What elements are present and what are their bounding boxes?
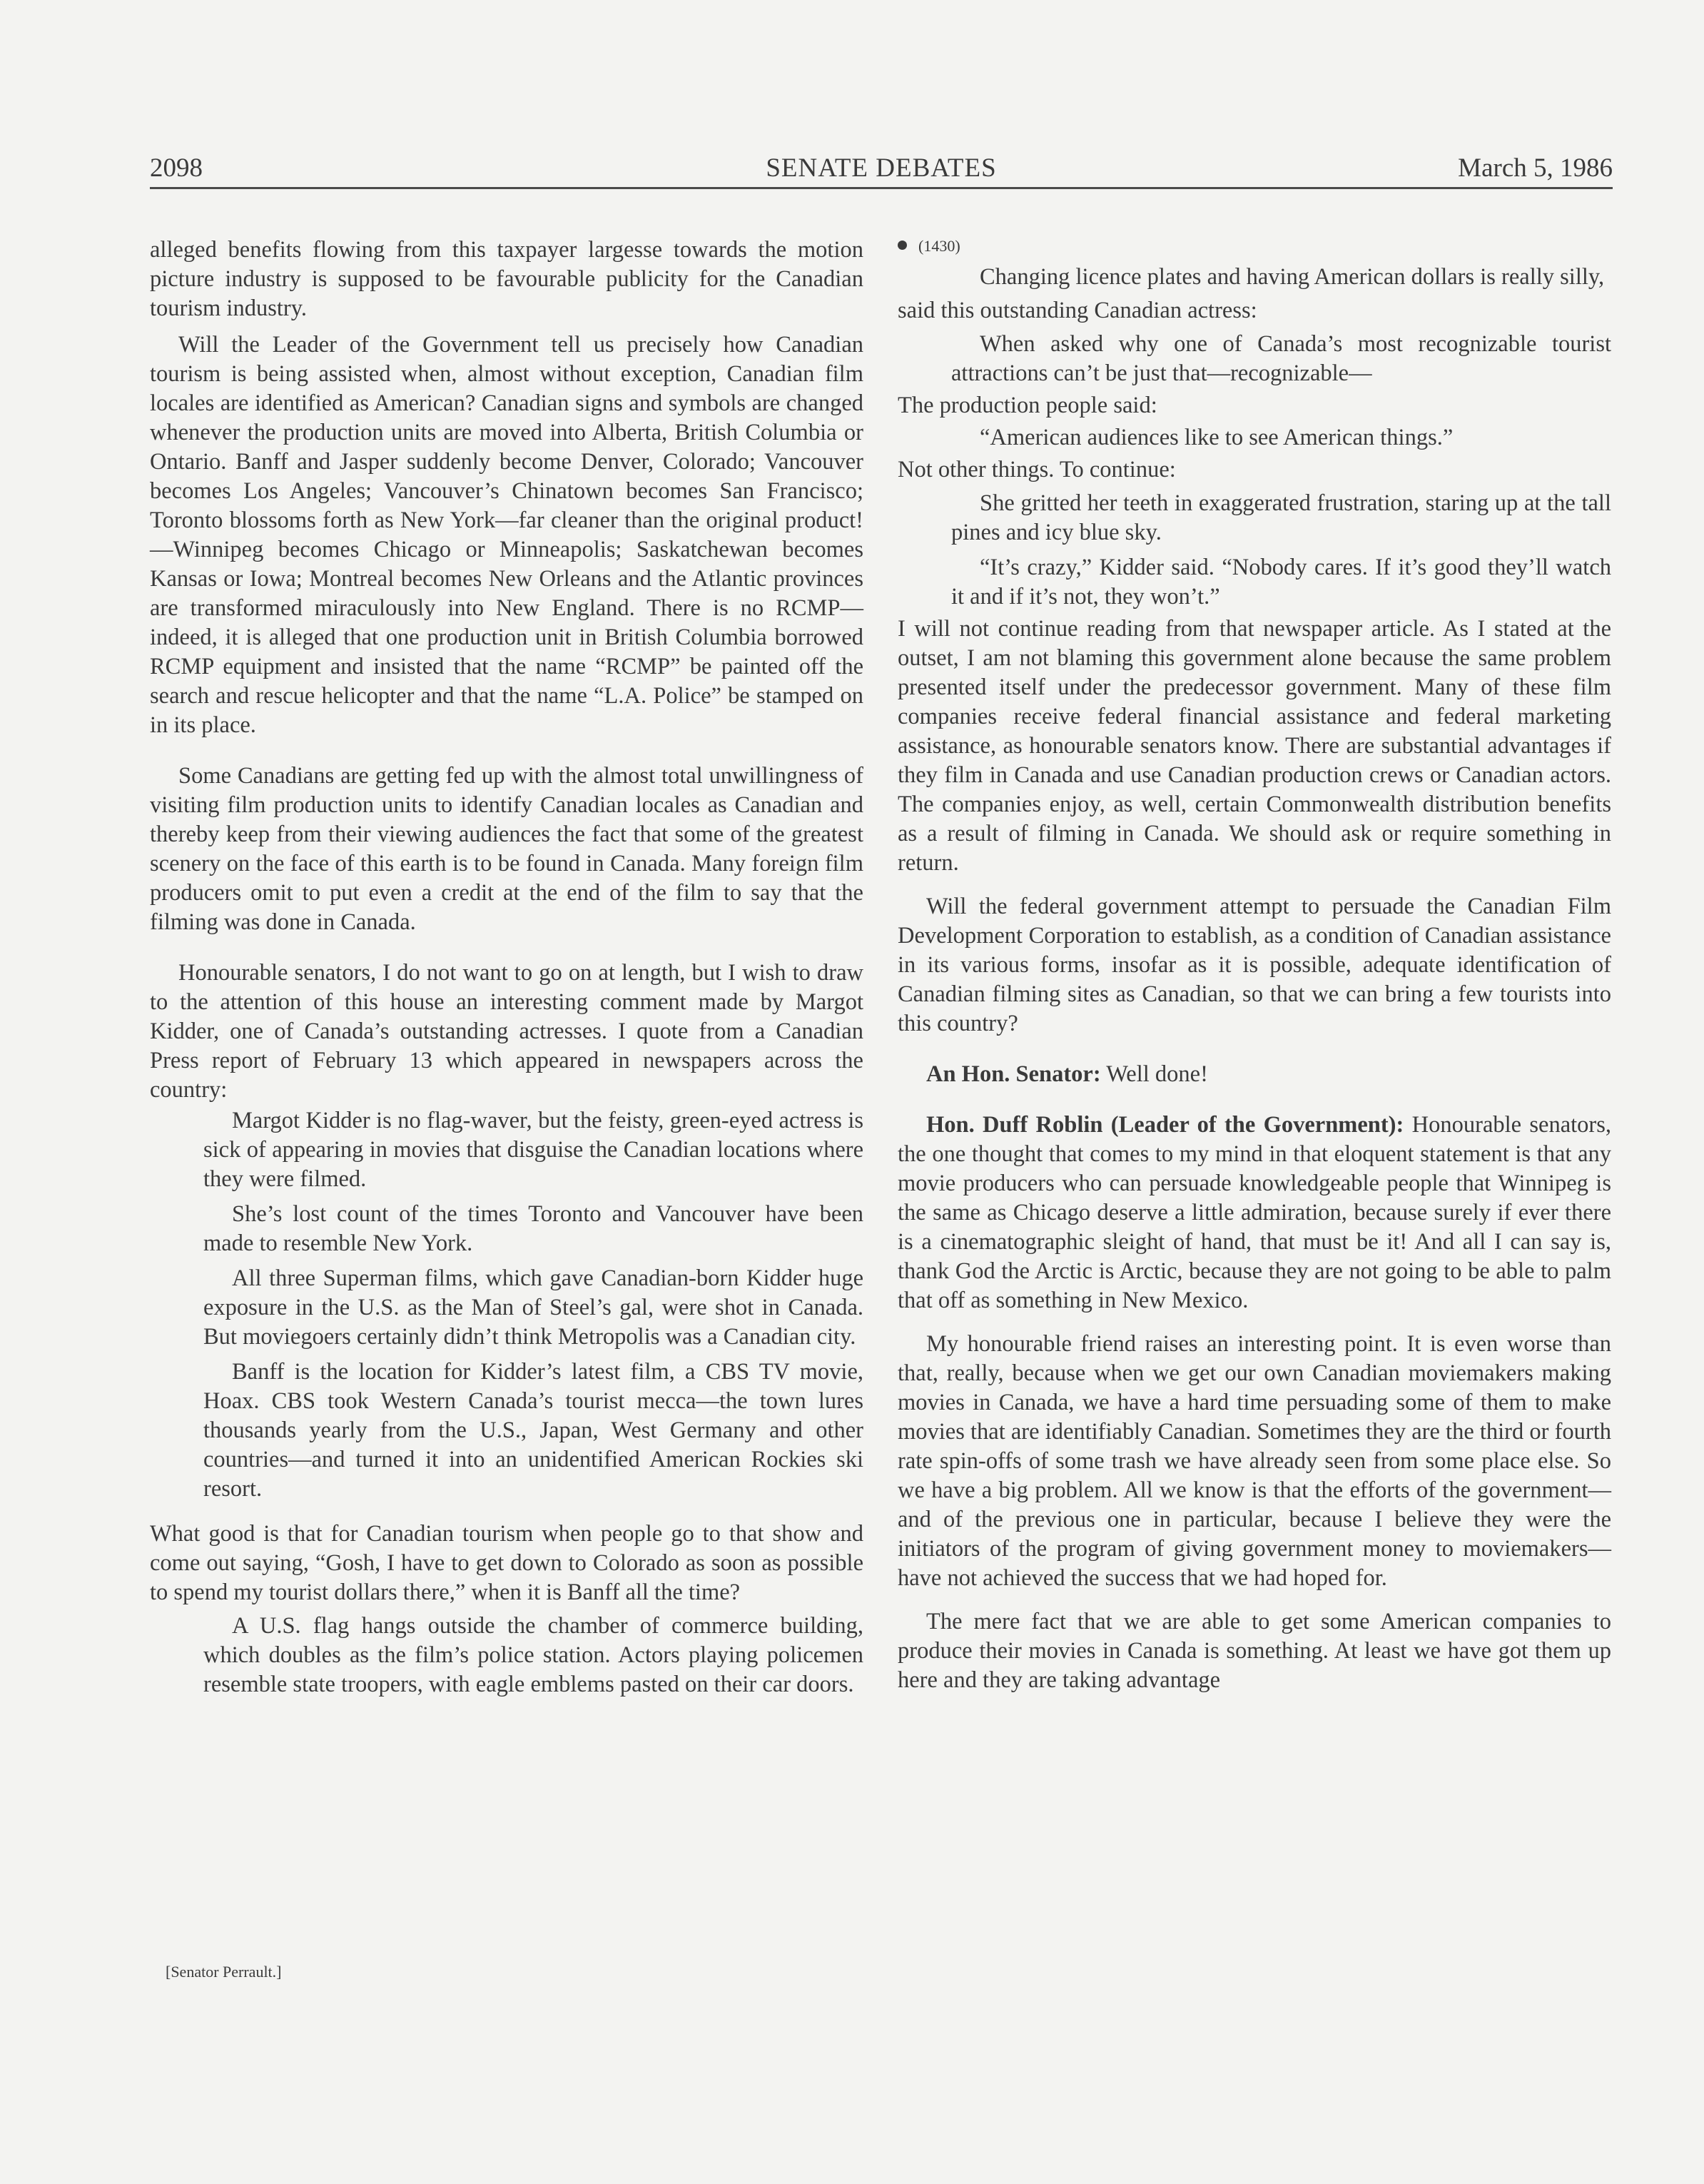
paragraph: Will the Leader of the Government tell us precisely how Canadian tourism is being assisted when, almost without exception, Canadian film locales are identified as American? Canadian signs and symbols are changed whenever the production units are moved into Alberta, British Columbia or Ontario. Banff and Jasper suddenly become Denver, Colorado; Vancouver becomes Los Angeles; Vancouver’s Chinatown becomes San Francisco; Toronto blossoms forth as New York—far cleaner than the original product!—Winnipeg becomes Chicago or Minneapolis; Saskatchewan becomes Kansas or Iowa; Montreal becomes New Orleans and the Atlantic provinces are transformed miraculously into New England. There is no RCMP—indeed, it is alleged that one production unit in British Columbia borrowed RCMP equipment and insisted that the name “RCMP” be painted off the search and rescue helicopter and that the name “L.A. Police” be stamped on in its place. — [150, 332, 863, 738]
paragraph: I will not continue reading from that newspaper article. As I stated at the outset, I am not blaming this government alone because the same problem presented itself under the predecessor government. Many of these film companies receive federal financial assistance and federal marketing assistance, as honourable senators know. There are substantial advantages if they film in Canada and use Canadian production crews or Canadian actors. The companies enjoy, as well, certain Commonwealth distribution benefits as a result of filming in Canada. We should ask or require something in return. — [898, 616, 1611, 876]
running-header — [150, 150, 1613, 189]
speaker-footnote: [Senator Perrault.] — [166, 1963, 282, 1981]
quote-paragraph: All three Superman films, which gave Canadian-born Kidder huge exposure in the U.S. as the Man of Steel’s gal, were shot in Canada. But moviegoers certainly didn’t think Metropolis was a Canadian city. — [203, 1265, 863, 1350]
speech-text: Honourable senators, the one thought that comes to my mind in that eloquent statement is that any movie producers who can persuade knowledgeable people that Winnipeg is the same as Chicago deserve a little admiration, because surely if ever there is a cinematographic sleight of hand, that must be it! And all I can say is, thank God the Arctic is Arctic, because they are not going to be able to palm that off as something in New Mexico. — [898, 1112, 1611, 1313]
quote-paragraph: When asked why one of Canada’s most recognizable tourist attractions can’t be just that—recognizable— — [951, 331, 1611, 386]
quote-paragraph: Banff is the location for Kidder’s latest film, a CBS TV movie, Hoax. CBS took Western Canada’s tourist mecca—the town lures thousands yearly from the U.S., Japan, West Germany and other countries—and turned it into an unidentified American Rockies ski resort. — [203, 1359, 863, 1502]
page-number: 2098 — [150, 153, 203, 183]
quote-paragraph: A U.S. flag hangs outside the chamber of commerce building, which doubles as the film’s police station. Actors playing policemen resemble state troopers, with eagle emblems pasted on their car doors. — [203, 1613, 863, 1697]
quote-paragraph: She gritted her teeth in exaggerated frustration, staring up at the tall pines and icy blue sky. — [951, 490, 1611, 545]
header-date: March 5, 1986 — [1458, 153, 1613, 183]
speaker-name: Hon. Duff Roblin (Leader of the Government): — [926, 1112, 1404, 1138]
paragraph: Will the federal government attempt to persuade the Canadian Film Development Corporation to establish, as a condition of Canadian assistance in its various forms, insofar as it is possible, adequate identification of Canadian filming sites as Canadian, so that we can bring a few tourists into this country? — [898, 894, 1611, 1036]
paragraph: My honourable friend raises an interesting point. It is even worse than that, really, because when we get our own Canadian moviemakers making movies in Canada, we have a hard time persuading some of them to make movies that are identifiably Canadian. Sometimes they are the third or fourth rate spin-offs of some trash we have already seen from some place else. So we have a big problem. All we know is that the efforts of the government—and of the previous one in particular, because I believe they were the initiators of the program of giving government money to moviemakers—have not achieved the success that we had hoped for. — [898, 1331, 1611, 1591]
quote-paragraph: Changing licence plates and having American dollars is really silly, — [980, 264, 1605, 290]
right-column — [898, 236, 1611, 1695]
publication-title: SENATE DEBATES — [766, 153, 997, 183]
quote-paragraph: Margot Kidder is no flag-waver, but the feisty, green-eyed actress is sick of appearing in movies that disguise the Canadian locations where they were filmed. — [203, 1108, 863, 1192]
speaker-name: An Hon. Senator: — [926, 1061, 1101, 1087]
quote-paragraph: “It’s crazy,” Kidder said. “Nobody cares. If it’s good they’ll watch it and if it’s not, they won’t.” — [951, 555, 1611, 610]
paragraph: What good is that for Canadian tourism when people go to that show and come out saying, “Gosh, I have to get down to Colorado as soon as possible to spend my tourist dollars there,” when it is Banff all the time? — [150, 1521, 863, 1605]
quote-paragraph: “American audiences like to see American things.” — [980, 425, 1454, 450]
quote-paragraph: She’s lost count of the times Toronto and Vancouver have been made to resemble New York. — [203, 1201, 863, 1256]
block-quote — [203, 1106, 863, 1504]
left-column — [150, 236, 863, 1699]
paragraph: Some Canadians are getting fed up with the almost total unwillingness of visiting film production units to identify Canadian locales as Canadian and thereby keep from their viewing audiences the fact that some of the greatest scenery on the face of this earth is to be found in Canada. Many foreign film producers omit to put even a credit at the end of the film to say that the filming was done in Canada. — [150, 763, 863, 935]
time-marker: (1430) — [898, 236, 1611, 257]
speech — [898, 1111, 1611, 1315]
paragraph: Honourable senators, I do not want to go on at length, but I wish to draw to the attention of this house an interesting comment made by Margot Kidder, one of Canada’s outstanding actresses. I quote from a Canadian Press report of February 13 which appeared in newspapers across the country: — [150, 960, 863, 1103]
speech-text: Well done! — [1100, 1061, 1208, 1087]
paragraph: alleged benefits flowing from this taxpayer largesse towards the motion picture industry is supposed to be favourable publicity for the Canadian tourism industry. — [150, 237, 863, 321]
speech — [898, 1060, 1611, 1089]
block-quote — [203, 1612, 863, 1699]
bullet-icon — [898, 241, 907, 250]
paragraph: Not other things. To continue: — [898, 457, 1176, 482]
paragraph: The mere fact that we are able to get some American companies to produce their movies in Canada is something. At least we have got them up here and they are taking advantage — [898, 1609, 1611, 1693]
paragraph: said this outstanding Canadian actress: — [898, 298, 1257, 323]
paragraph: The production people said: — [898, 393, 1157, 418]
